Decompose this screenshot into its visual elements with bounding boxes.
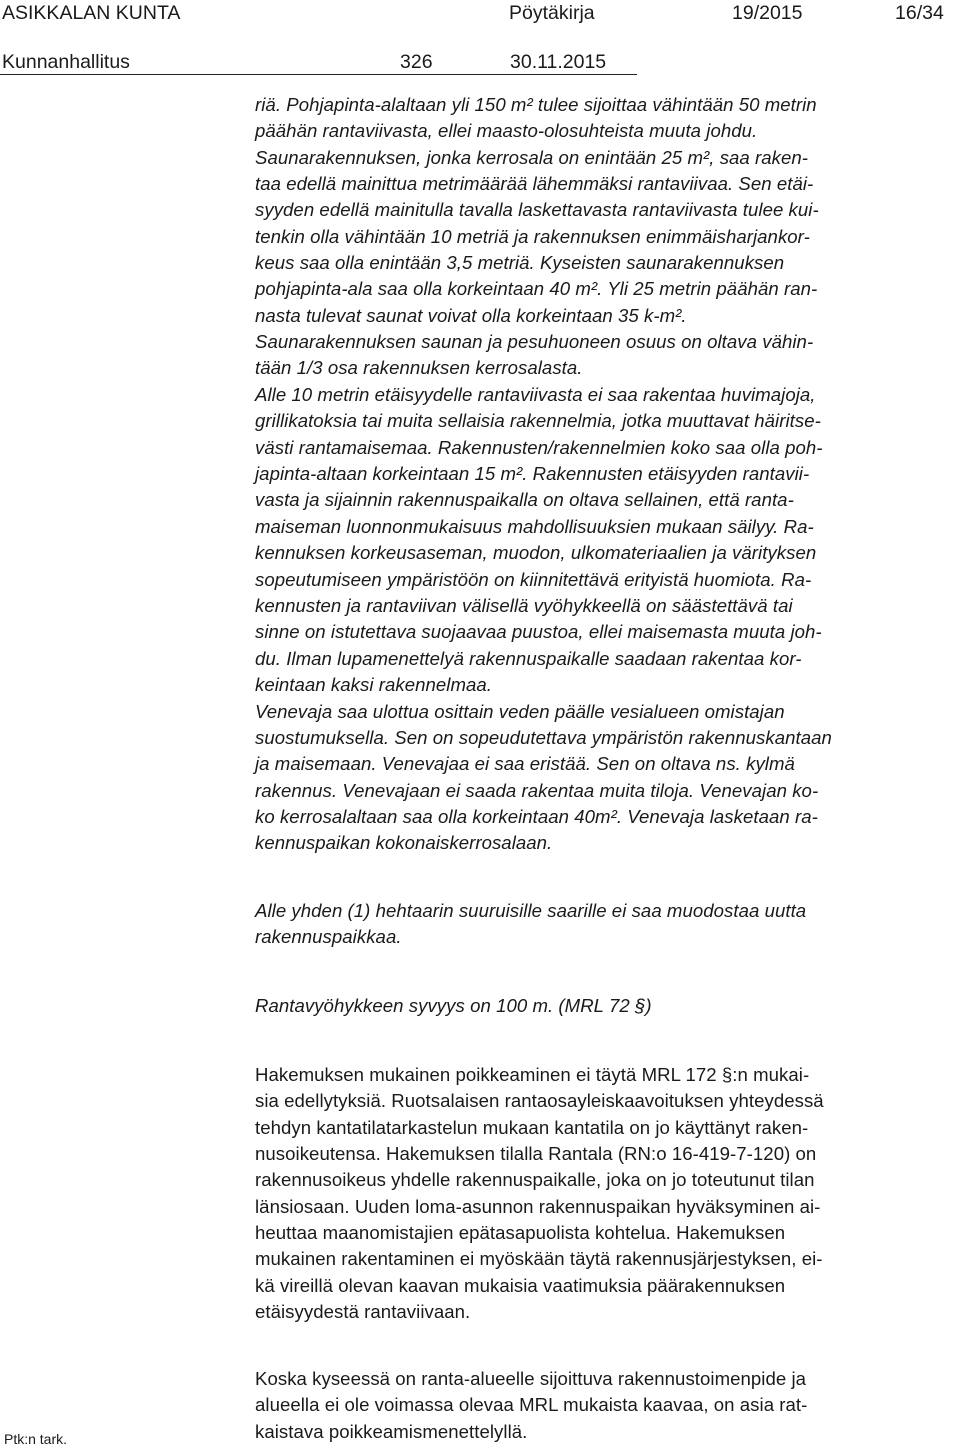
text-line: syyden edellä mainitulla tavalla laskettavasta rantaviivasta tulee kui- [255, 199, 819, 220]
text-line: grillikatoksia tai muita sellaisia rakennelmia, jotka muuttavat häiritse- [255, 410, 821, 431]
text-line: riä. Pohjapinta-alaltaan yli 150 m² tulee sijoittaa vähintään 50 metrin [255, 94, 817, 115]
text-line: maiseman luonnonmukaisuus mahdollisuuksien mukaan säilyy. Ra- [255, 516, 814, 537]
body-name: Kunnanhallitus [2, 51, 130, 73]
text-line: sinne on istutettava suojaavaa puustoa, ellei maisemasta muuta joh- [255, 621, 822, 642]
text-line: japinta-altaan korkeintaan 15 m². Rakennusten etäisyyden rantavii- [255, 463, 810, 484]
text-line: Saunarakennuksen, jonka kerrosala on enintään 25 m², saa raken- [255, 147, 809, 168]
text-line: nasta tulevat saunat voivat olla korkeintaan 35 k-m². [255, 305, 687, 326]
text-line: sia edellytyksiä. Ruotsalaisen rantaosayleiskaavoituksen yhteydessä [255, 1090, 824, 1111]
text-line: kennusten ja rantaviivan välisellä vyöhykkeellä on säästettävä tai [255, 595, 793, 616]
initials-label: Ptk:n tark. [4, 1431, 68, 1447]
text-line: heuttaa maanomistajien epätasapuolista kohtelua. Hakemuksen [255, 1222, 786, 1243]
text-line: rakennuspaikkaa. [255, 926, 402, 947]
text-line: du. Ilman lupamenettelyä rakennuspaikalle saadaan rakentaa kor- [255, 648, 802, 669]
text-line: pohjapinta-ala saa olla korkeintaan 40 m². Yli 25 metrin päähän ran- [255, 278, 818, 299]
text-line: alueella ei ole voimassa olevaa MRL mukaista kaavaa, on asia rat- [255, 1394, 808, 1415]
text-line: Alle yhden (1) hehtaarin suuruisille saarille ei saa muodostaa uutta [255, 900, 807, 921]
text-line: Koska kyseessä on ranta-alueelle sijoittuva rakennustoimenpide ja [255, 1368, 807, 1389]
text-line: rakennusoikeus yhdelle rakennuspaikalle, joka on jo toteutunut tilan [255, 1169, 815, 1190]
text-line: kennuspaikan kokonaiskerrosalaan. [255, 832, 553, 853]
text-line: Saunarakennuksen saunan ja pesuhuoneen osuus on oltava vähin- [255, 331, 814, 352]
text-line: Alle 10 metrin etäisyydelle rantaviivasta ei saa rakentaa huvimajoja, [255, 384, 816, 405]
text-line: vasta ja sijainnin rakennuspaikalla on oltava sellainen, että ranta- [255, 489, 794, 510]
text-line: kaistava poikkeamismenettelyllä. [255, 1421, 528, 1442]
text-line: sopeutumiseen ympäristöön on kiinnitettävä erityistä huomiota. Ra- [255, 569, 812, 590]
text-line: ko kerrosalaltaan saa olla korkeintaan 40m². Venevaja lasketaan ra- [255, 806, 818, 827]
text-line: tenkin olla vähintään 10 metriä ja rakennuksen enimmäisharjankor- [255, 226, 810, 247]
text-line: keintaan kaksi rakennelmaa. [255, 674, 493, 695]
text-line: tehdyn kantatilatarkastelun mukaan kantatila on jo käyttänyt raken- [255, 1117, 809, 1138]
text-line: västi rantamaisemaa. Rakennusten/rakennelmien koko saa olla poh- [255, 437, 823, 458]
text-line: keus saa olla enintään 3,5 metriä. Kyseisten saunarakennuksen [255, 252, 785, 273]
text-line: mukainen rakentaminen ei myöskään täytä rakennusjärjestyksen, ei- [255, 1248, 823, 1269]
text-line: Venevaja saa ulottua osittain veden päälle vesialueen omistajan [255, 701, 785, 722]
text-line: rakennus. Venevajaan ei saada rakentaa muita tiloja. Venevajan ko- [255, 780, 819, 801]
page-number: 16/34 [895, 2, 944, 24]
text-line: kä vireillä olevan kaavan mukaisia vaatimuksia päärakennuksen [255, 1275, 786, 1296]
text-line: Hakemuksen mukainen poikkeaminen ei täytä MRL 172 §:n mukai- [255, 1064, 810, 1085]
text-line: Rantavyöhykkeen syvyys on 100 m. (MRL 72 §) [255, 995, 652, 1016]
text-line: päähän rantaviivasta, ellei maasto-olosuhteista muuta johdu. [255, 120, 758, 141]
text-line: kennuksen korkeusaseman, muodon, ulkomateriaalien ja värityksen [255, 542, 817, 563]
doc-number: 19/2015 [732, 2, 803, 24]
text-line: taa edellä mainittua metrimäärää lähemmäksi rantaviivaa. Sen etäi- [255, 173, 814, 194]
text-line: länsiosaan. Uuden loma-asunnon rakennuspaikan hyväksyminen ai- [255, 1196, 821, 1217]
text-line: ja maisemaan. Venevajaa ei saa eristää. Sen on oltava ns. kylmä [255, 753, 795, 774]
text-line: nusoikeutensa. Hakemuksen tilalla Rantala (RN:o 16-419-7-120) on [255, 1143, 817, 1164]
section-number: 326 [400, 51, 433, 73]
text-line: suostumuksella. Sen on sopeudutettava ympäristön rakennuskantaan [255, 727, 832, 748]
doc-type: Pöytäkirja [509, 2, 595, 24]
header-underline [0, 74, 637, 75]
org-name: ASIKKALAN KUNTA [2, 2, 181, 24]
meeting-date: 30.11.2015 [510, 51, 607, 73]
text-line: tään 1/3 osa rakennuksen kerrosalasta. [255, 357, 583, 378]
text-line: etäisyydestä rantaviivaan. [255, 1301, 471, 1322]
